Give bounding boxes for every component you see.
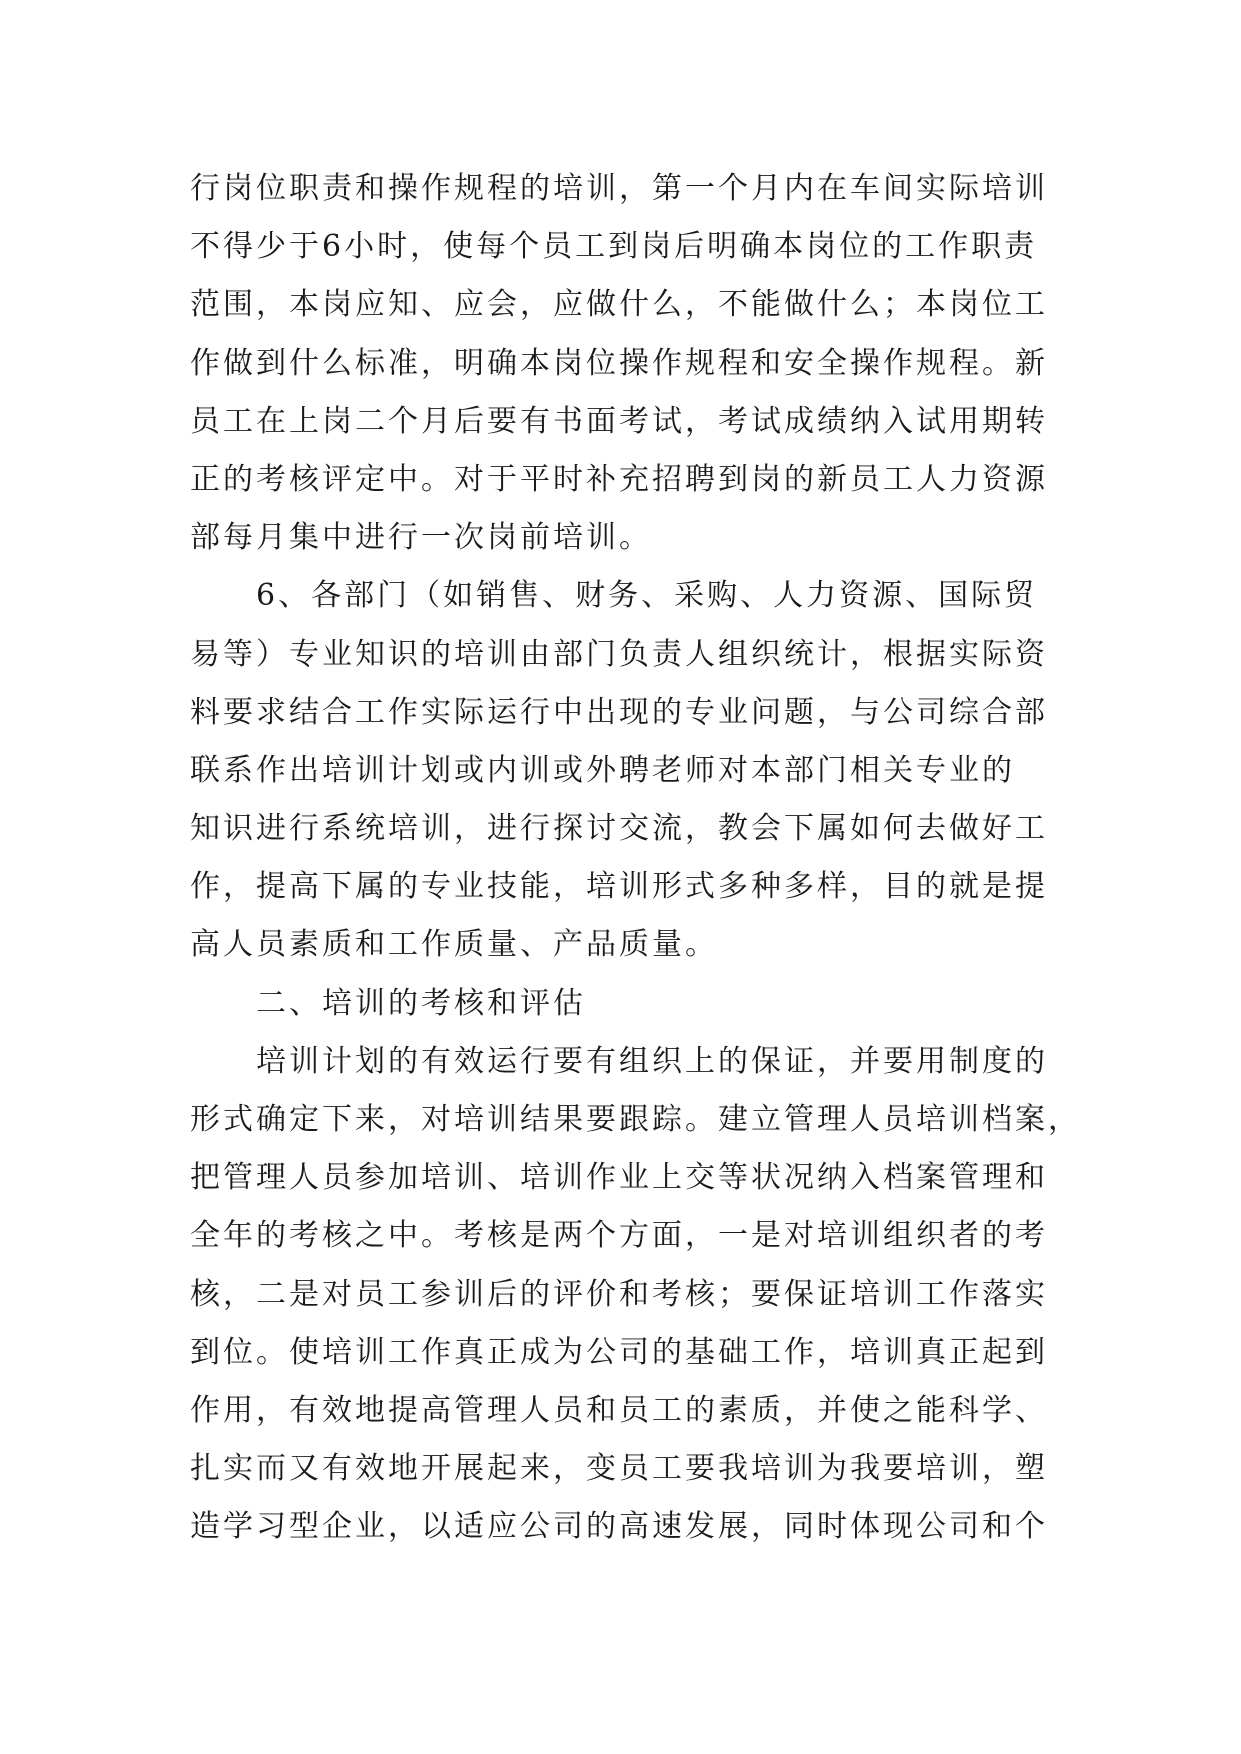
text-line: 作用，有效地提高管理人员和员工的素质，并使之能科学、: [190, 1392, 1048, 1428]
text-line: 联系作出培训计划或内训或外聘老师对本部门相关专业的: [190, 752, 1015, 788]
text-line: 核，二是对员工参训后的评价和考核；要保证培训工作落实: [190, 1276, 1048, 1312]
text-line: 行岗位职责和操作规程的培训，第一个月内在车间实际培训: [190, 171, 1048, 206]
text-line: 形式确定下来，对培训结果要跟踪。建立管理人员培训档案，: [190, 1102, 1081, 1137]
text-line: 6、各部门（如销售、财务、采购、人力资源、国际贸: [190, 578, 1038, 614]
section-heading: 二、培训的考核和评估: [190, 985, 586, 1021]
text-line: 料要求结合工作实际运行中出现的专业问题，与公司综合部: [190, 694, 1048, 730]
text-line: 部每月集中进行一次岗前培训。: [190, 520, 652, 556]
text-line: 易等）专业知识的培训由部门负责人组织统计，根据实际资: [190, 636, 1048, 672]
text-line: 正的考核评定中。对于平时补充招聘到岗的新员工人力资源: [190, 461, 1048, 497]
text-line: 员工在上岗二个月后要有书面考试，考试成绩纳入试用期转: [190, 403, 1048, 439]
text-line: 到位。使培训工作真正成为公司的基础工作，培训真正起到: [190, 1334, 1048, 1370]
text-line: 高人员素质和工作质量、产品质量。: [190, 927, 718, 963]
text-line: 作，提高下属的专业技能，培训形式多种多样，目的就是提: [190, 869, 1048, 905]
text-line: 全年的考核之中。考核是两个方面，一是对培训组织者的考: [190, 1218, 1048, 1254]
text-line: 培训计划的有效运行要有组织上的保证，并要用制度的: [190, 1043, 1048, 1079]
text-line: 范围，本岗应知、应会，应做什么，不能做什么；本岗位工: [190, 287, 1048, 323]
text-line: 知识进行系统培训，进行探讨交流，教会下属如何去做好工: [190, 811, 1048, 847]
text-line: 把管理人员参加培训、培训作业上交等状况纳入档案管理和: [190, 1160, 1048, 1196]
body-text: [190, 160, 1081, 1557]
text-line: 造学习型企业，以适应公司的高速发展，同时体现公司和个: [190, 1509, 1048, 1545]
text-line: 扎实而又有效地开展起来，变员工要我培训为我要培训，塑: [190, 1451, 1048, 1487]
text-line: 不得少于6小时，使每个员工到岗后明确本岗位的工作职责: [190, 229, 1038, 265]
text-line: 作做到什么标准，明确本岗位操作规程和安全操作规程。新: [190, 345, 1048, 381]
